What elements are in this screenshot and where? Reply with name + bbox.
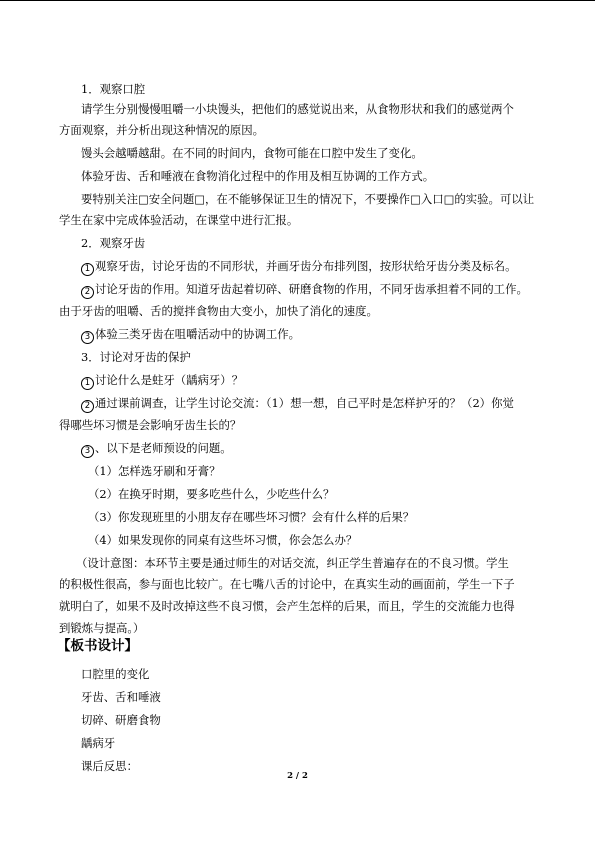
list-item: 2 讨论牙齿的作用。知道牙齿起着切碎、研磨食物的作用，不同牙齿承担着不同的工作。 bbox=[81, 282, 528, 299]
section1-title: 1．观察口腔 bbox=[81, 82, 146, 96]
question: （4）如果发现你的同桌有这些坏习惯，你会怎么办？ bbox=[88, 533, 358, 547]
paragraph: 馒头会越嚼越甜。在不同的时间内，食物可能在口腔中发生了变化。 bbox=[81, 146, 423, 160]
paragraph: 请学生分别慢慢咀嚼一小块馒头，把他们的感觉说出来，从食物形状和我们的感觉两个 bbox=[81, 102, 514, 116]
design-note: 到锻炼与提高。） bbox=[59, 621, 145, 635]
list-item: 3 体验三类牙齿在咀嚼活动中的协调工作。 bbox=[81, 327, 300, 344]
section2-title: 2．观察牙齿 bbox=[81, 236, 146, 250]
circled-number: 3 bbox=[81, 445, 94, 458]
list-item: 3 、以下是老师预设的问题。 bbox=[81, 441, 232, 458]
circled-number: 3 bbox=[81, 331, 94, 344]
board-line: 切碎、研磨食物 bbox=[81, 713, 161, 727]
list-item: 2 通过课前调查，让学生讨论交流：（1）想一想，自己平时是怎样护牙的？（2）你觉 bbox=[81, 396, 514, 413]
circled-number: 2 bbox=[81, 400, 94, 413]
paragraph: 方面观察，并分析出现这种情况的原因。 bbox=[59, 123, 265, 137]
list-item: 1 讨论什么是蛀牙（龋病牙）？ bbox=[81, 373, 243, 390]
paragraph: 由于牙齿的咀嚼、舌的搅拌食物由大变小，加快了消化的速度。 bbox=[59, 304, 378, 318]
paragraph: 学生在家中完成体验活动，在课堂中进行汇报。 bbox=[59, 213, 299, 227]
circled-number: 2 bbox=[81, 286, 94, 299]
design-note: 就明白了，如果不及时改掉这些不良习惯，会产生怎样的后果，而且，学生的交流能力也得 bbox=[59, 599, 515, 613]
question: （3）你发现班里的小朋友存在哪些坏习惯？会有什么样的后果？ bbox=[88, 510, 415, 524]
board-line: 牙齿、舌和唾液 bbox=[81, 690, 161, 704]
paragraph: 得哪些坏习惯是会影响牙齿生长的？ bbox=[59, 418, 242, 432]
design-note: 的积极性很高，参与面也比较广。在七嘴八舌的讨论中，在真实生动的画面前，学生一下子 bbox=[59, 577, 515, 591]
paragraph: 要特别关注□安全问题□，在不能够保证卫生的情况下，不要操作□入口□的实验。可以让 bbox=[81, 192, 535, 206]
board-line: 口腔里的变化 bbox=[81, 667, 150, 681]
circled-number: 1 bbox=[81, 377, 94, 390]
list-item: 1 观察牙齿，讨论牙齿的不同形状，并画牙齿分布排列图，按形状给牙齿分类及标名。 bbox=[81, 259, 516, 276]
section3-title: 3．讨论对牙齿的保护 bbox=[81, 350, 191, 364]
question: （1）怎样选牙刷和牙膏？ bbox=[88, 464, 221, 478]
circled-number: 1 bbox=[81, 263, 94, 276]
page-number: 2 / 2 bbox=[287, 771, 308, 781]
board-design-heading: 【板书设计】 bbox=[57, 638, 138, 654]
paragraph: 体验牙齿、舌和唾液在食物消化过程中的作用及相互协调的工作方式。 bbox=[81, 169, 435, 183]
question: （2）在换牙时期，要多吃些什么，少吃些什么？ bbox=[88, 487, 335, 501]
board-line: 龋病牙 bbox=[81, 736, 116, 750]
design-note: （设计意图：本环节主要是通过师生的对话交流，纠正学生普遍存在的不良习惯。学生 bbox=[76, 556, 509, 570]
board-line: 课后反思： bbox=[81, 759, 138, 773]
